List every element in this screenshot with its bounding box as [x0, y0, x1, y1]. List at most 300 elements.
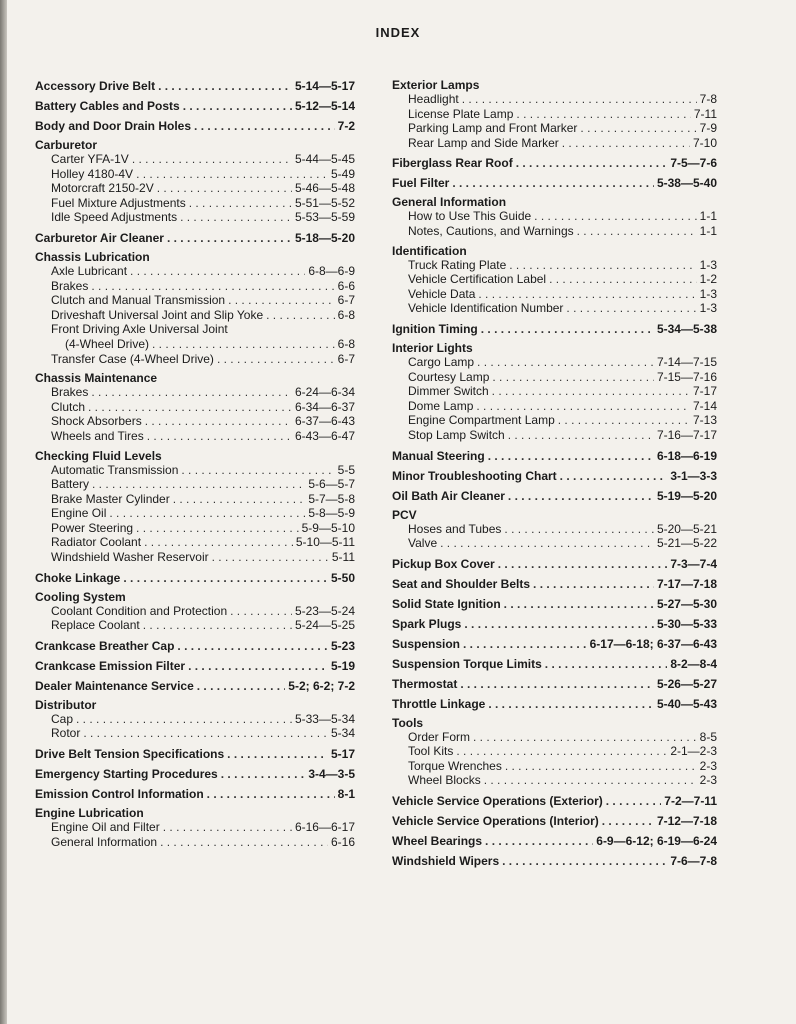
- leader-dots: [130, 264, 305, 279]
- group-heading: Checking Fluid Levels: [35, 448, 162, 463]
- entry-label: Rear Lamp and Side Marker: [408, 135, 559, 150]
- leader-dots: [109, 506, 305, 521]
- entry-label: Transfer Case (4-Wheel Drive): [51, 351, 214, 366]
- index-column-left: [35, 78, 355, 854]
- page-reference: 5-18—5-20: [294, 230, 355, 245]
- entry-label: Torque Wrenches: [408, 758, 502, 773]
- leader-dots: [545, 656, 668, 672]
- index-subentry: [35, 279, 355, 294]
- index-subentry: [35, 835, 355, 850]
- page-reference: 6-16: [330, 834, 355, 849]
- entry-label: Dealer Maintenance Service: [35, 678, 194, 693]
- leader-dots: [504, 596, 654, 612]
- index-subentry: [392, 730, 717, 745]
- page-reference: 2-3: [699, 773, 717, 788]
- entry-label: Power Steering: [51, 520, 134, 535]
- leader-dots: [167, 230, 292, 246]
- index-subentry: [35, 820, 355, 835]
- index-entry: [392, 696, 717, 712]
- leader-dots: [534, 209, 696, 224]
- index-entry: [35, 118, 355, 134]
- entry-label: Clutch and Manual Transmission: [51, 293, 226, 308]
- leader-dots: [136, 521, 299, 536]
- entry-label: Holley 4180-4V: [51, 166, 134, 181]
- leader-dots: [227, 746, 328, 762]
- page-reference: 5-40—5-43: [656, 696, 717, 711]
- entry-label: Motorcraft 2150-2V: [51, 181, 154, 196]
- entry-label: Throttle Linkage: [392, 696, 486, 711]
- index-group: [35, 449, 355, 565]
- page-reference: 7-2: [337, 119, 355, 133]
- entry-label: Solid State Ignition: [392, 596, 501, 611]
- index-entry: [392, 636, 717, 652]
- page-reference: 5-19: [330, 658, 355, 673]
- page-reference: 7-5—7-6: [670, 156, 717, 171]
- entry-label: Thermostat: [392, 676, 458, 691]
- group-heading: Interior Lights: [392, 340, 473, 355]
- index-subentry: [35, 414, 355, 429]
- entry-label: Radiator Coolant: [51, 535, 142, 550]
- leader-dots: [189, 196, 292, 211]
- index-group: [35, 138, 355, 225]
- index-entry: [35, 570, 355, 586]
- entry-label: Windshield Washer Reservoir: [51, 550, 209, 565]
- page-reference: 6-18—6-19: [656, 448, 717, 463]
- page-reference: 7-14—7-15: [656, 354, 717, 369]
- index-subentry: [35, 352, 355, 367]
- page-reference: 6-7: [337, 293, 355, 308]
- index-entry: [392, 448, 717, 464]
- page-reference: 7-17: [692, 384, 717, 399]
- index-subentry: [392, 355, 717, 370]
- index-entry: [35, 678, 355, 694]
- page-reference: 5-46—5-48: [294, 181, 355, 196]
- entry-label: Suspension Torque Limits: [392, 656, 542, 671]
- leader-dots: [92, 477, 305, 492]
- entry-label: Fiberglass Rear Roof: [392, 156, 513, 171]
- group-heading: Identification: [392, 243, 467, 258]
- entry-label: Battery: [51, 477, 90, 492]
- page-reference: 8-5: [699, 729, 717, 744]
- page-reference: 7-3—7-4: [670, 556, 717, 571]
- index-subentry: [392, 370, 717, 385]
- page-reference: 7-10: [692, 135, 717, 150]
- group-heading: Carburetor: [35, 138, 98, 152]
- leader-dots: [558, 413, 690, 428]
- leader-dots: [163, 820, 292, 835]
- index-entry: [35, 766, 355, 782]
- index-subentry: [392, 522, 717, 537]
- leader-dots: [577, 224, 697, 239]
- page-binding-edge: [0, 0, 7, 1024]
- leader-dots: [147, 429, 292, 444]
- leader-dots: [508, 488, 654, 504]
- entry-label: Brakes: [51, 385, 89, 400]
- entry-label: Wheels and Tires: [51, 428, 144, 443]
- leader-dots: [505, 759, 697, 774]
- entry-label: Brakes: [51, 278, 89, 293]
- entry-label: Suspension: [392, 636, 461, 651]
- index-subentry: [392, 209, 717, 224]
- index-subentry: [35, 550, 355, 565]
- index-entry: [392, 488, 717, 504]
- entry-label: Seat and Shoulder Belts: [392, 576, 531, 591]
- page-reference: 5-12—5-14: [294, 99, 355, 113]
- page-reference: 7-8: [699, 92, 717, 106]
- index-subentry: [35, 181, 355, 196]
- page-reference: 6-7: [337, 351, 355, 366]
- leader-dots: [183, 98, 292, 114]
- page-reference: 5-38—5-40: [656, 176, 717, 191]
- entry-label: Battery Cables and Posts: [35, 99, 180, 113]
- page-reference: 6-8: [337, 307, 355, 322]
- index-subentry: [392, 272, 717, 287]
- index-entry: [392, 175, 717, 191]
- page-reference: 5-30—5-33: [656, 616, 717, 631]
- entry-label: Vehicle Data: [408, 286, 476, 301]
- page-reference: 7-17—7-18: [656, 576, 717, 591]
- entry-label: Dimmer Switch: [408, 384, 489, 399]
- entry-label: Vehicle Identification Number: [408, 301, 564, 316]
- index-entry: [35, 786, 355, 802]
- entry-label: Emergency Starting Procedures: [35, 767, 218, 782]
- leader-dots: [76, 712, 292, 727]
- entry-label: Minor Troubleshooting Chart: [392, 468, 557, 483]
- leader-dots: [456, 744, 667, 759]
- leader-dots: [473, 730, 697, 745]
- leader-dots: [498, 556, 668, 572]
- index-subentry: [35, 196, 355, 211]
- page-reference: 5-17: [330, 747, 355, 762]
- entry-label: Windshield Wipers: [392, 854, 500, 869]
- entry-label: Fuel Mixture Adjustments: [51, 195, 186, 210]
- index-entry: [392, 155, 717, 171]
- index-entry: [392, 656, 717, 672]
- page-reference: 5-9—5-10: [301, 520, 355, 535]
- entry-label: Stop Lamp Switch: [408, 427, 505, 442]
- leader-dots: [463, 636, 587, 652]
- page-reference: 5-49: [330, 166, 355, 181]
- index-entry: [35, 658, 355, 674]
- index-subentry: [392, 536, 717, 551]
- entry-label: Engine Compartment Lamp: [408, 413, 555, 428]
- page-reference: 5-21—5-22: [656, 536, 717, 551]
- index-subentry: [392, 744, 717, 759]
- page-reference: 5-50: [330, 570, 355, 585]
- group-heading: PCV: [392, 507, 417, 522]
- index-subentry: [35, 293, 355, 308]
- page-reference: 5-20—5-21: [656, 521, 717, 536]
- leader-dots: [217, 352, 335, 367]
- index-group: [35, 250, 355, 366]
- page-title: INDEX: [375, 25, 421, 40]
- leader-dots: [488, 448, 654, 464]
- leader-dots: [492, 384, 690, 399]
- entry-label: Crankcase Emission Filter: [35, 658, 186, 673]
- page-reference: 8-2—8-4: [670, 656, 717, 671]
- index-group: [35, 590, 355, 633]
- page-reference: 7-2—7-11: [664, 794, 717, 809]
- entry-label: Brake Master Cylinder: [51, 491, 170, 506]
- index-entry: [392, 853, 717, 869]
- leader-dots: [88, 400, 292, 415]
- index-subentry: [35, 492, 355, 507]
- page-reference: 6-17—6-18; 6-37—6-43: [589, 636, 717, 651]
- entry-label: Coolant Condition and Protection: [51, 603, 228, 618]
- index-subentry: Front Driving Axle Universal Joint: [51, 322, 228, 337]
- index-subentry: [35, 264, 355, 279]
- leader-dots: [509, 258, 696, 273]
- index-entry: [392, 596, 717, 612]
- index-subentry: [392, 92, 717, 107]
- index-subentry: [35, 463, 355, 478]
- entry-label: Shock Absorbers: [51, 414, 142, 429]
- entry-label: Truck Rating Plate: [408, 257, 507, 272]
- group-heading: Distributor: [35, 697, 97, 712]
- index-subentry: [392, 258, 717, 273]
- page-reference: 5-33—5-34: [294, 711, 355, 726]
- leader-dots: [464, 616, 654, 632]
- page-reference: 1-2: [699, 272, 717, 287]
- index-subentry: [35, 337, 355, 352]
- entry-label: Drive Belt Tension Specifications: [35, 747, 225, 762]
- index-subentry: [392, 413, 717, 428]
- leader-dots: [188, 658, 328, 674]
- page-reference: 5-14—5-17: [294, 79, 355, 93]
- leader-dots: [566, 301, 696, 316]
- index-entry: [35, 98, 355, 114]
- index-subentry: [35, 618, 355, 633]
- leader-dots: [266, 308, 335, 323]
- index-column-right: [392, 78, 717, 873]
- index-group: [35, 806, 355, 849]
- page-reference: 5-27—5-30: [656, 596, 717, 611]
- entry-label: Replace Coolant: [51, 618, 140, 633]
- leader-dots: [197, 678, 286, 694]
- page-reference: 7-9: [699, 121, 717, 136]
- entry-label: Valve: [408, 536, 438, 551]
- index-subentry: [35, 604, 355, 619]
- index-entry: [392, 833, 717, 849]
- leader-dots: [83, 726, 328, 741]
- entry-label: Body and Door Drain Holes: [35, 119, 192, 133]
- index-subentry: [35, 535, 355, 550]
- entry-label: Driveshaft Universal Joint and Slip Yoke: [51, 307, 264, 322]
- index-subentry: [392, 287, 717, 302]
- leader-dots: [230, 604, 292, 619]
- entry-label: Spark Plugs: [392, 616, 462, 631]
- leader-dots: [157, 181, 292, 196]
- entry-label: Engine Oil: [51, 506, 107, 521]
- page-reference: 5-2; 6-2; 7-2: [288, 678, 355, 693]
- entry-label: Courtesy Lamp: [408, 369, 490, 384]
- entry-label: Notes, Cautions, and Warnings: [408, 223, 574, 238]
- leader-dots: [562, 136, 690, 151]
- entry-label: Oil Bath Air Cleaner: [392, 488, 505, 503]
- page-reference: 5-11: [331, 550, 355, 565]
- index-group: [392, 508, 717, 551]
- leader-dots: [132, 152, 292, 167]
- leader-dots: [580, 121, 696, 136]
- index-entry: [392, 576, 717, 592]
- group-heading: Engine Lubrication: [35, 806, 144, 821]
- page-reference: 7-13: [692, 413, 717, 428]
- index-subentry: [35, 726, 355, 741]
- index-group: [35, 371, 355, 443]
- entry-label: Parking Lamp and Front Marker: [408, 121, 578, 136]
- entry-label: Tool Kits: [408, 744, 454, 759]
- index-subentry: [35, 477, 355, 492]
- page-reference: 7-12—7-18: [656, 814, 717, 829]
- leader-dots: [144, 535, 293, 550]
- leader-dots: [462, 92, 697, 107]
- entry-label: Crankcase Breather Cap: [35, 638, 175, 653]
- entry-label: Automatic Transmission: [51, 462, 179, 477]
- entry-label: Vehicle Service Operations (Interior): [392, 814, 599, 829]
- index-subentry: [392, 759, 717, 774]
- index-subentry: [35, 521, 355, 536]
- entry-label: Accessory Drive Belt: [35, 79, 156, 93]
- leader-dots: [602, 813, 654, 829]
- index-subentry: [35, 308, 355, 323]
- index-subentry: [392, 384, 717, 399]
- page-reference: 6-8: [337, 336, 355, 351]
- index-entry: [392, 676, 717, 692]
- index-group: [392, 78, 717, 150]
- index-entry: [35, 230, 355, 246]
- entry-label: Fuel Filter: [392, 176, 450, 191]
- page-reference: 6-16—6-17: [294, 820, 355, 835]
- page-reference: 3-4—3-5: [308, 767, 355, 782]
- page-reference: 6-8—6-9: [308, 263, 355, 278]
- group-heading: Exterior Lamps: [392, 78, 480, 92]
- leader-dots: [485, 833, 593, 849]
- index-subentry: [35, 152, 355, 167]
- index-subentry: [392, 121, 717, 136]
- leader-dots: [177, 638, 328, 654]
- page-reference: 5-34—5-38: [656, 321, 717, 336]
- page-reference: 6-24—6-34: [294, 385, 355, 400]
- page-reference: 5-23—5-24: [294, 603, 355, 618]
- index-subentry: [35, 712, 355, 727]
- index-subentry: [392, 399, 717, 414]
- group-heading: General Information: [392, 195, 507, 210]
- index-entry: [392, 616, 717, 632]
- leader-dots: [492, 370, 654, 385]
- page-reference: 2-1—2-3: [670, 744, 717, 759]
- leader-dots: [212, 550, 329, 565]
- leader-dots: [145, 414, 292, 429]
- leader-dots: [484, 773, 697, 788]
- page-reference: 5-44—5-45: [294, 152, 355, 166]
- entry-label: Wheel Blocks: [408, 773, 481, 788]
- leader-dots: [502, 853, 667, 869]
- leader-dots: [181, 463, 334, 478]
- page-reference: 5-53—5-59: [294, 210, 355, 225]
- leader-dots: [91, 279, 334, 294]
- page-reference: 5-7—5-8: [308, 491, 355, 506]
- index-subentry: [35, 429, 355, 444]
- page-reference: 5-10—5-11: [295, 535, 355, 550]
- entry-label: Rotor: [51, 726, 81, 741]
- entry-label: Ignition Timing: [392, 321, 478, 336]
- index-entry: [35, 638, 355, 654]
- leader-dots: [440, 536, 654, 551]
- page-reference: 5-6—5-7: [308, 477, 355, 492]
- entry-label: Cargo Lamp: [408, 354, 475, 369]
- page-reference: 5-23: [330, 638, 355, 653]
- entry-label: Headlight: [408, 92, 459, 106]
- index-entry: [392, 468, 717, 484]
- page-reference: 2-3: [699, 758, 717, 773]
- entry-label: Idle Speed Adjustments: [51, 210, 178, 225]
- entry-label: Hoses and Tubes: [408, 521, 502, 536]
- page-reference: 3-1—3-3: [670, 468, 717, 483]
- entry-label: Clutch: [51, 399, 86, 414]
- page-reference: 6-37—6-43: [294, 414, 355, 429]
- page-reference: 7-14: [692, 398, 717, 413]
- index-subentry: [392, 136, 717, 151]
- leader-dots: [549, 272, 697, 287]
- index-entry: [392, 321, 717, 337]
- leader-dots: [158, 78, 292, 94]
- leader-dots: [221, 766, 306, 782]
- index-subentry: [35, 210, 355, 225]
- page-reference: 7-15—7-16: [656, 369, 717, 384]
- page-reference: 6-34—6-37: [294, 399, 355, 414]
- leader-dots: [516, 155, 668, 171]
- page-reference: 5-34: [330, 726, 355, 741]
- leader-dots: [504, 522, 654, 537]
- page-reference: 8-1: [337, 787, 355, 802]
- page-reference: 5-26—5-27: [656, 676, 717, 691]
- page-reference: 5-5: [337, 462, 355, 477]
- entry-label: Vehicle Service Operations (Exterior): [392, 794, 603, 809]
- index-group: [392, 244, 717, 316]
- entry-label: Carburetor Air Cleaner: [35, 230, 164, 245]
- leader-dots: [143, 618, 292, 633]
- leader-dots: [481, 321, 654, 337]
- group-heading: Chassis Lubrication: [35, 249, 150, 264]
- page-reference: 5-19—5-20: [656, 488, 717, 503]
- page-reference: 5-51—5-52: [294, 195, 355, 210]
- page-reference: 1-3: [699, 257, 717, 272]
- entry-label: Carter YFA-1V: [51, 152, 129, 166]
- leader-dots: [533, 576, 654, 592]
- entry-label: Wheel Bearings: [392, 834, 483, 849]
- page-reference: 1-3: [699, 301, 717, 316]
- index-subentry: [392, 107, 717, 122]
- leader-dots: [160, 835, 328, 850]
- entry-label: Vehicle Certification Label: [408, 272, 547, 287]
- entry-label: License Plate Lamp: [408, 106, 514, 121]
- entry-label: Order Form: [408, 729, 471, 744]
- leader-dots: [91, 385, 292, 400]
- leader-dots: [173, 492, 306, 507]
- index-subentry: [392, 773, 717, 788]
- entry-label: Choke Linkage: [35, 570, 121, 585]
- entry-label: Cap: [51, 711, 74, 726]
- page-reference: 1-1: [699, 209, 717, 224]
- page-reference: 6-9—6-12; 6-19—6-24: [596, 834, 717, 849]
- index-entry: [35, 746, 355, 762]
- entry-label: Dome Lamp: [408, 398, 474, 413]
- index-entry: [392, 813, 717, 829]
- index-subentry: [392, 428, 717, 443]
- entry-label: Pickup Box Cover: [392, 556, 495, 571]
- index-entry: [392, 793, 717, 809]
- leader-dots: [452, 175, 654, 191]
